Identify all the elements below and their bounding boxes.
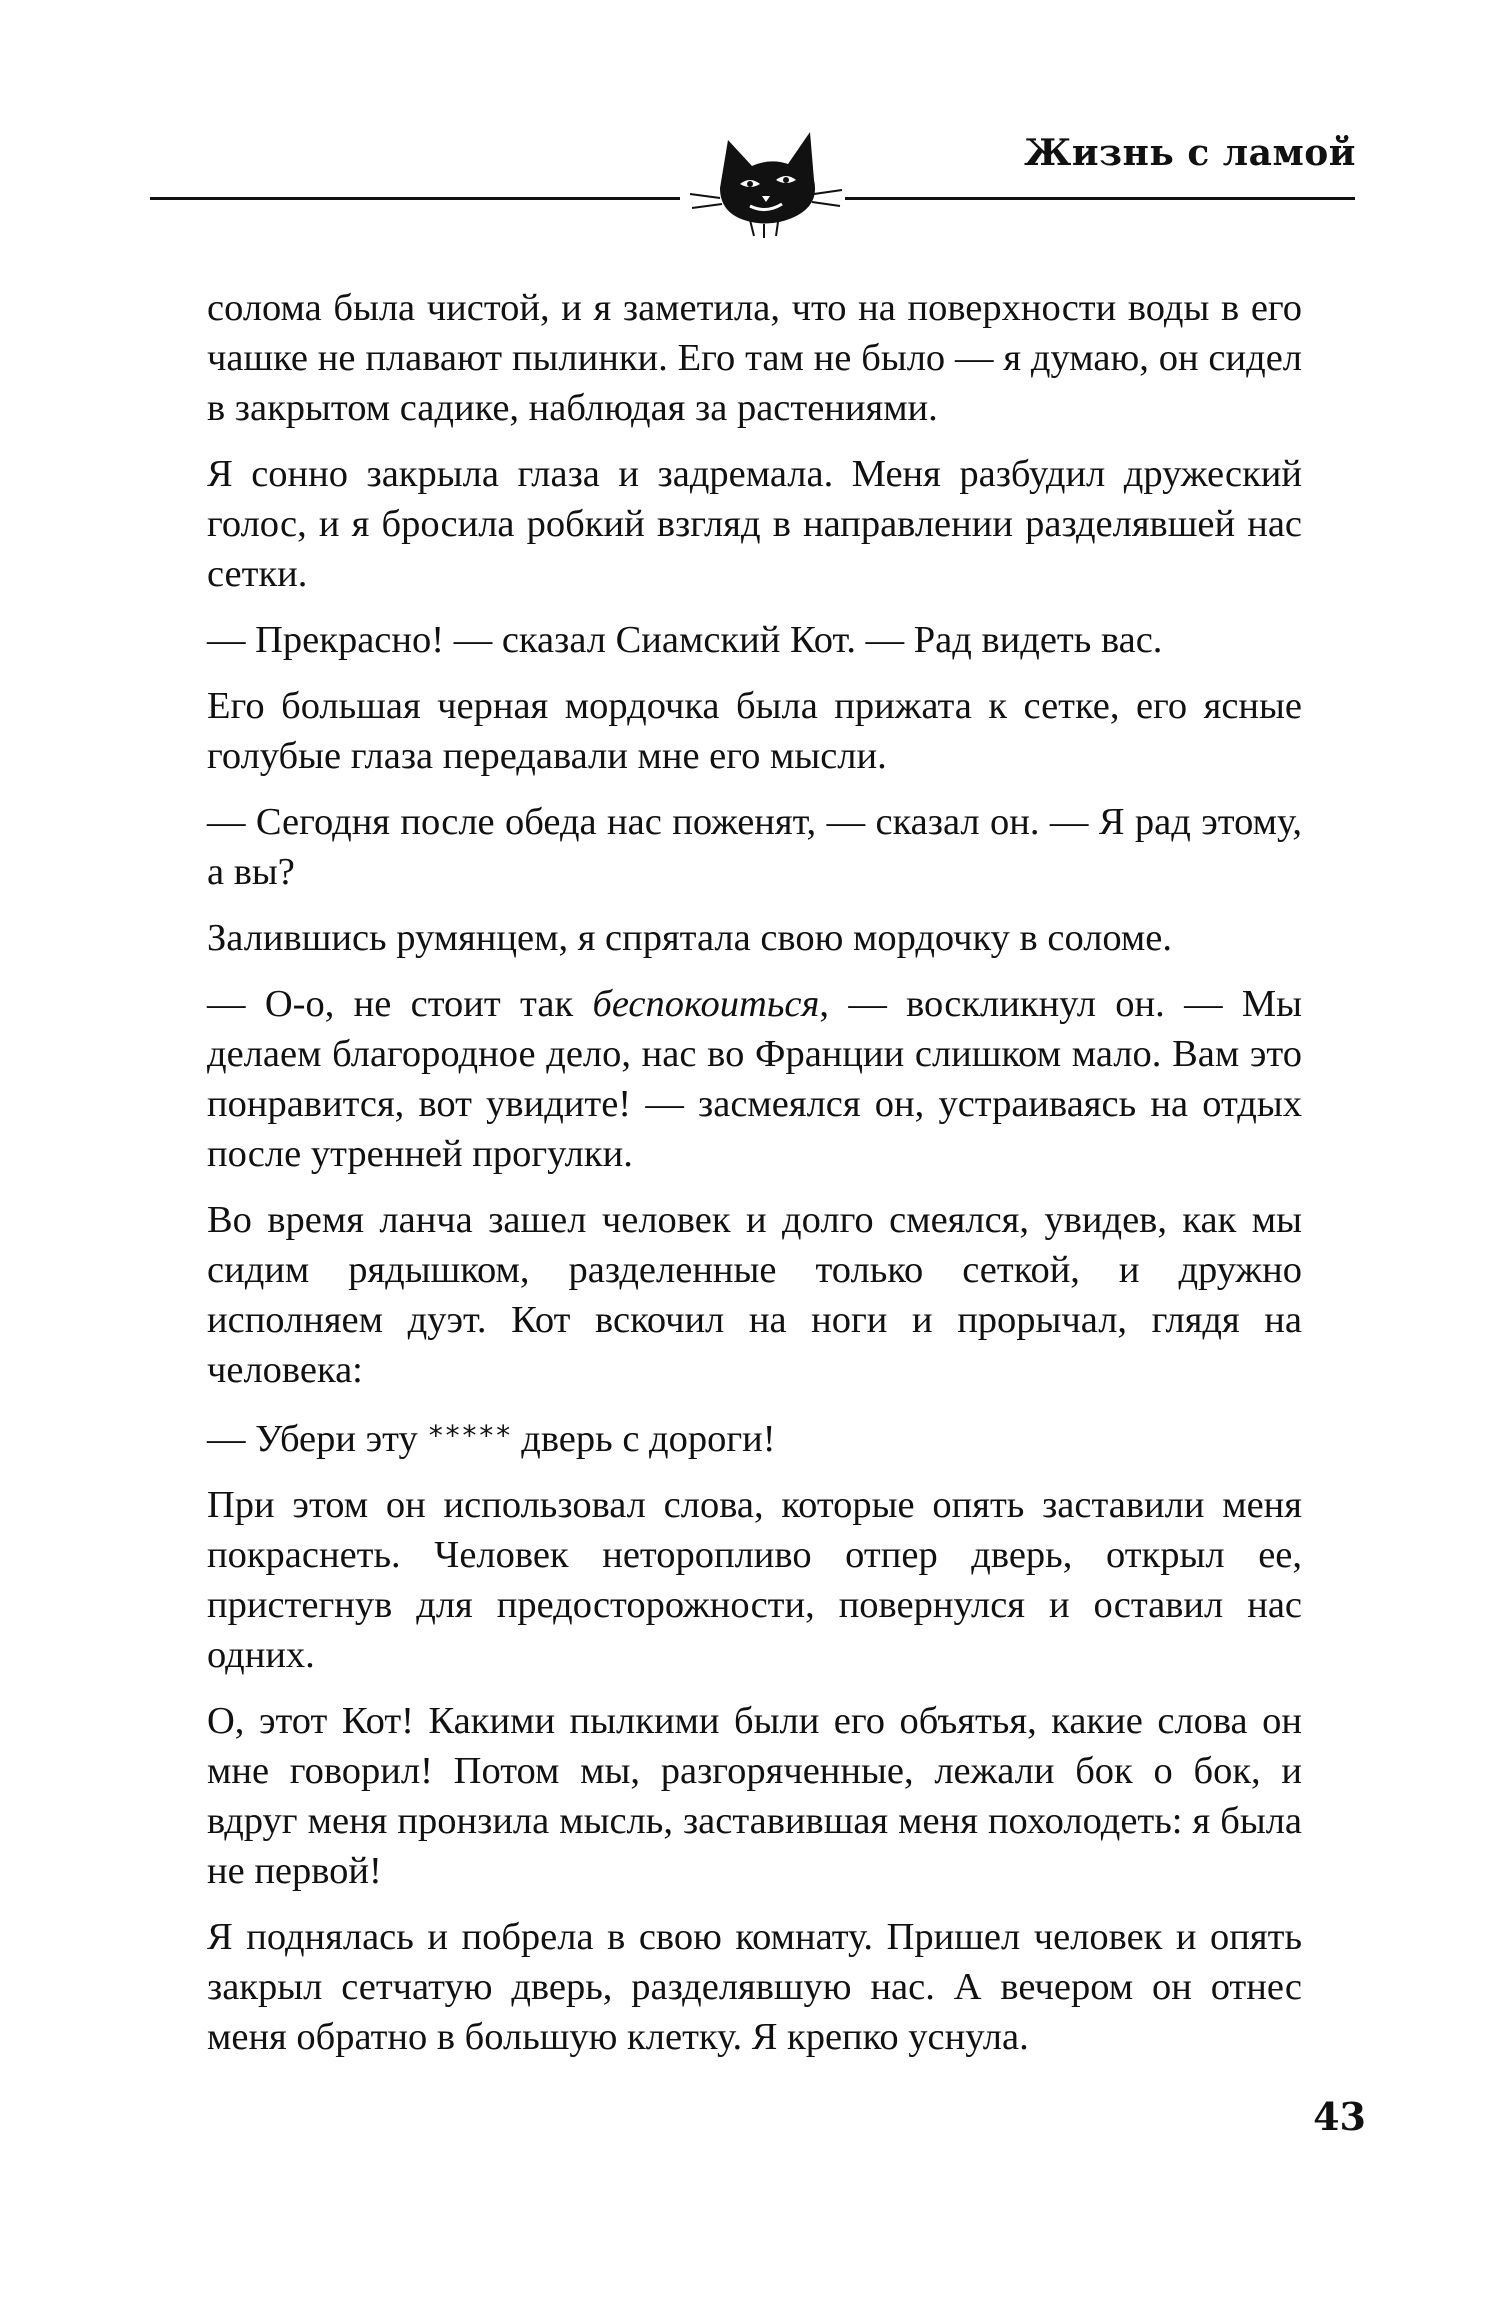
page-header	[0, 0, 1506, 260]
paragraph: Во время ланча зашел человек и долго смеялся, увидев, как мы сидим рядышком, разделенные только сеткой, и дружно исполняем дуэт. Кот вскочил на ноги и прорычал, глядя на человека:	[207, 1199, 1302, 1391]
body-text	[207, 283, 1302, 2078]
cat-head-icon	[680, 118, 850, 238]
header-rule-right	[845, 197, 1355, 200]
paragraph: — Прекрасно! — сказал Сиамский Кот. — Рад видеть вас.	[207, 619, 1163, 661]
paragraph: При этом он использовал слова, которые опять заставили меня покраснеть. Человек неторопливо отпер дверь, открыл ее, пристегнув для предосторожности, повернулся и оставил нас одних.	[207, 1484, 1302, 1676]
paragraph	[207, 979, 1302, 1179]
emphasis: беспокоиться	[592, 983, 820, 1025]
paragraph: солома была чистой, и я заметила, что на поверхности воды в его чашке не плавают пылинки. Его там не было — я думаю, он сидел в закрытом садике, наблюдая за растениями.	[207, 287, 1302, 429]
paragraph: Я поднялась и побрела в свою комнату. Пришел человек и опять закрыл сетчатую дверь, разделявшую нас. А вечером он отнес меня обратно в большую клетку. Я крепко уснула.	[207, 1916, 1302, 2058]
censored-word: *****	[427, 1419, 512, 1452]
paragraph: Я сонно закрыла глаза и задремала. Меня разбудил дружеский голос, и я бросила робкий взгляд в направлении разделявшей нас сетки.	[207, 453, 1302, 595]
page-number: 43	[1313, 2094, 1366, 2139]
text-run: — О-о, не стоит так	[207, 983, 593, 1025]
paragraph: — Сегодня после обеда нас поженят, — сказал он. — Я рад этому, а вы?	[207, 801, 1302, 893]
text-run: , — воскликнул он. — Мы делаем благородное дело, нас во Франции слишком мало. Вам это понравится, вот увидите! — засмеялся он, устраиваясь на отдых после утренней прогулки.	[207, 983, 1302, 1175]
paragraph: Его большая черная мордочка была прижата к сетке, его ясные голубые глаза передавали мне его мысли.	[207, 685, 1302, 777]
paragraph: Залившись румянцем, я спрятала свою мордочку в соломе.	[207, 917, 1173, 959]
running-title: Жизнь с ламой	[1024, 132, 1356, 174]
header-rule-left	[150, 197, 680, 200]
paragraph	[207, 1411, 1302, 1464]
paragraph: О, этот Кот! Какими пылкими были его объятья, какие слова он мне говорил! Потом мы, разгоряченные, лежали бок о бок, и вдруг меня пронзила мысль, заставившая меня похолодеть: я была не первой!	[207, 1700, 1302, 1892]
text-run: — Убери эту	[207, 1418, 428, 1460]
text-run: дверь с дороги!	[511, 1418, 776, 1460]
